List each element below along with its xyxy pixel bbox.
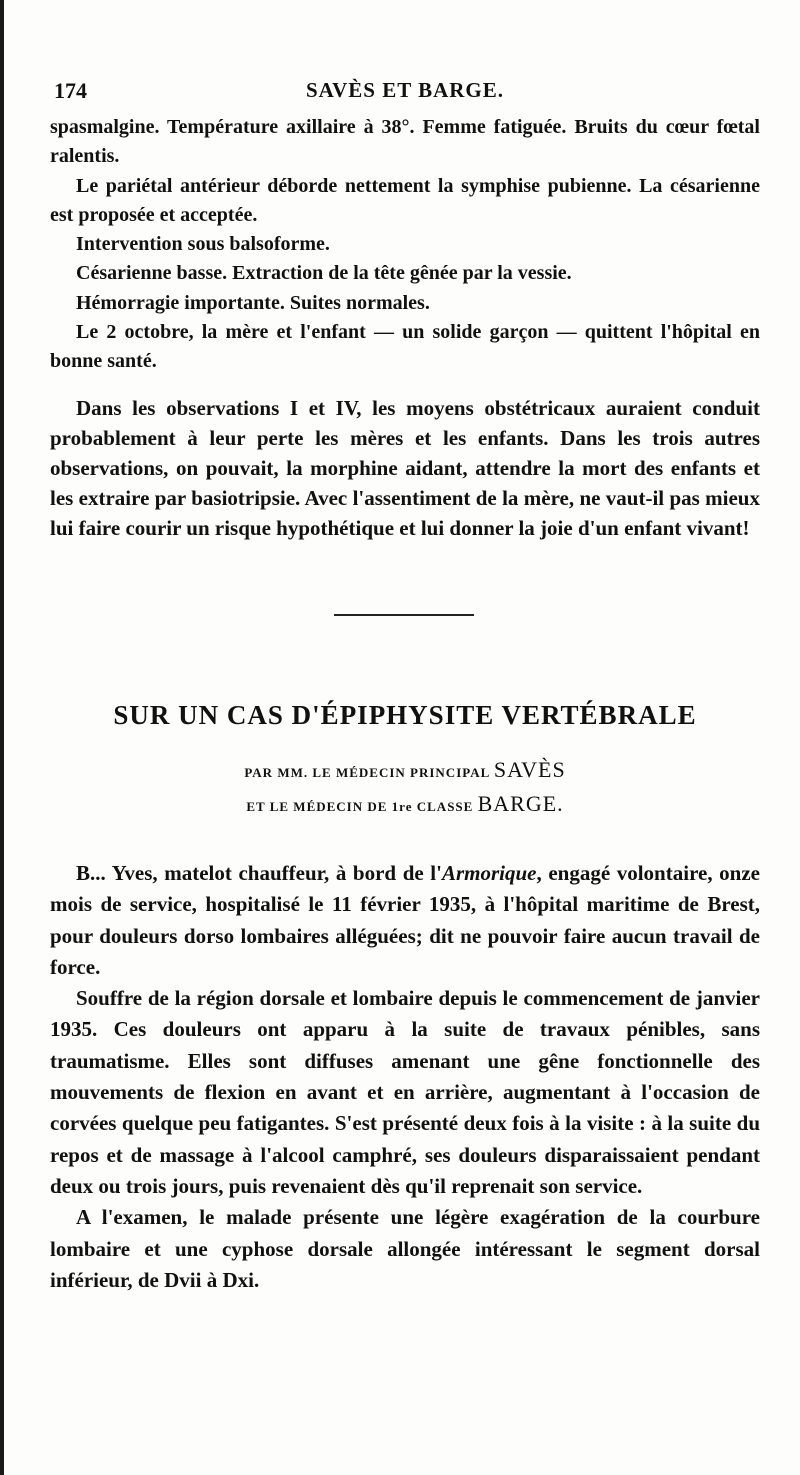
paragraph: Césarienne basse. Extraction de la tête gênée par la vessie. xyxy=(76,262,572,285)
author-name: BARGE. xyxy=(477,791,564,816)
paragraph: Le pariétal antérieur déborde nettement la symphise pubienne. La césarienne est proposée et acceptée. xyxy=(50,174,760,226)
summary-paragraph xyxy=(50,393,760,543)
running-title: SAVÈS ET BARGE. xyxy=(305,78,505,102)
paragraph xyxy=(50,858,760,983)
paragraph: Dans les observations I et IV, les moyens obstétricaux auraient conduit probablement à leur perte les mères et les enfants. Dans les trois autres observations, on pouvait, la morphine aidant, attendre la mort des enfants et les extraire par basiotripsie. Avec l'assentiment de la mère, ne vaut-il pas mieux lui faire courir un risque hypothétique et lui donner la joie d'un enfant vivant! xyxy=(50,396,760,540)
paragraph: Hémorragie importante. Suites normales. xyxy=(76,291,430,314)
ship-name: Armorique xyxy=(441,861,537,885)
text-run: , engagé volontaire, onze mois de service, hospitalisé le 11 février 1935, à l'hôpital maritime de Brest, pour douleurs dorso lombaires alléguées; dit ne pouvoir faire aucun travail de force. xyxy=(50,861,760,979)
text-run: B... Yves, matelot chauffeur, à bord de l' xyxy=(76,861,442,885)
page-number: 174 xyxy=(54,78,87,103)
case-report xyxy=(50,858,760,1296)
byline-author-1 xyxy=(50,757,760,783)
byline-prefix: PAR MM. LE MÉDECIN PRINCIPAL xyxy=(244,765,490,780)
paragraph: spasmalgine. Température axillaire à 38°. Femme fatiguée. Bruits du cœur fœtal ralentis. xyxy=(50,116,760,168)
paragraph: Le 2 octobre, la mère et l'enfant — un solide garçon — quittent l'hôpital en bonne santé. xyxy=(50,321,760,373)
paragraph: Souffre de la région dorsale et lombaire depuis le commencement de janvier 1935. Ces douleurs ont apparu à la suite de travaux pénibles, sans traumatisme. Elles sont diffuses amenant une gêne fonctionnelle des mouvements de flexion en avant et en arrière, augmentant à l'occasion de corvées quelque peu fatigantes. S'est présenté deux fois à la visite : à la suite du repos et de massage à l'alcool camphré, ses douleurs disparaissaient pendant deux ou trois jours, puis revenaient dès qu'il reprenait son service. xyxy=(50,986,760,1198)
section-divider xyxy=(334,614,474,616)
paragraph: A l'examen, le malade présente une légère exagération de la courbure lombaire et une cyphose dorsale allongée intéressant le segment dorsal inférieur, de Dvii à Dxi. xyxy=(50,1205,760,1292)
article-title: SUR UN CAS D'ÉPIPHYSITE VERTÉBRALE xyxy=(113,700,697,730)
paragraph: Intervention sous balsoforme. xyxy=(76,233,330,256)
author-name: SAVÈS xyxy=(493,757,566,782)
observation-end xyxy=(50,113,760,377)
byline-prefix: ET LE MÉDECIN DE 1re CLASSE xyxy=(246,799,474,814)
running-head xyxy=(50,78,760,108)
byline-author-2 xyxy=(50,791,760,817)
